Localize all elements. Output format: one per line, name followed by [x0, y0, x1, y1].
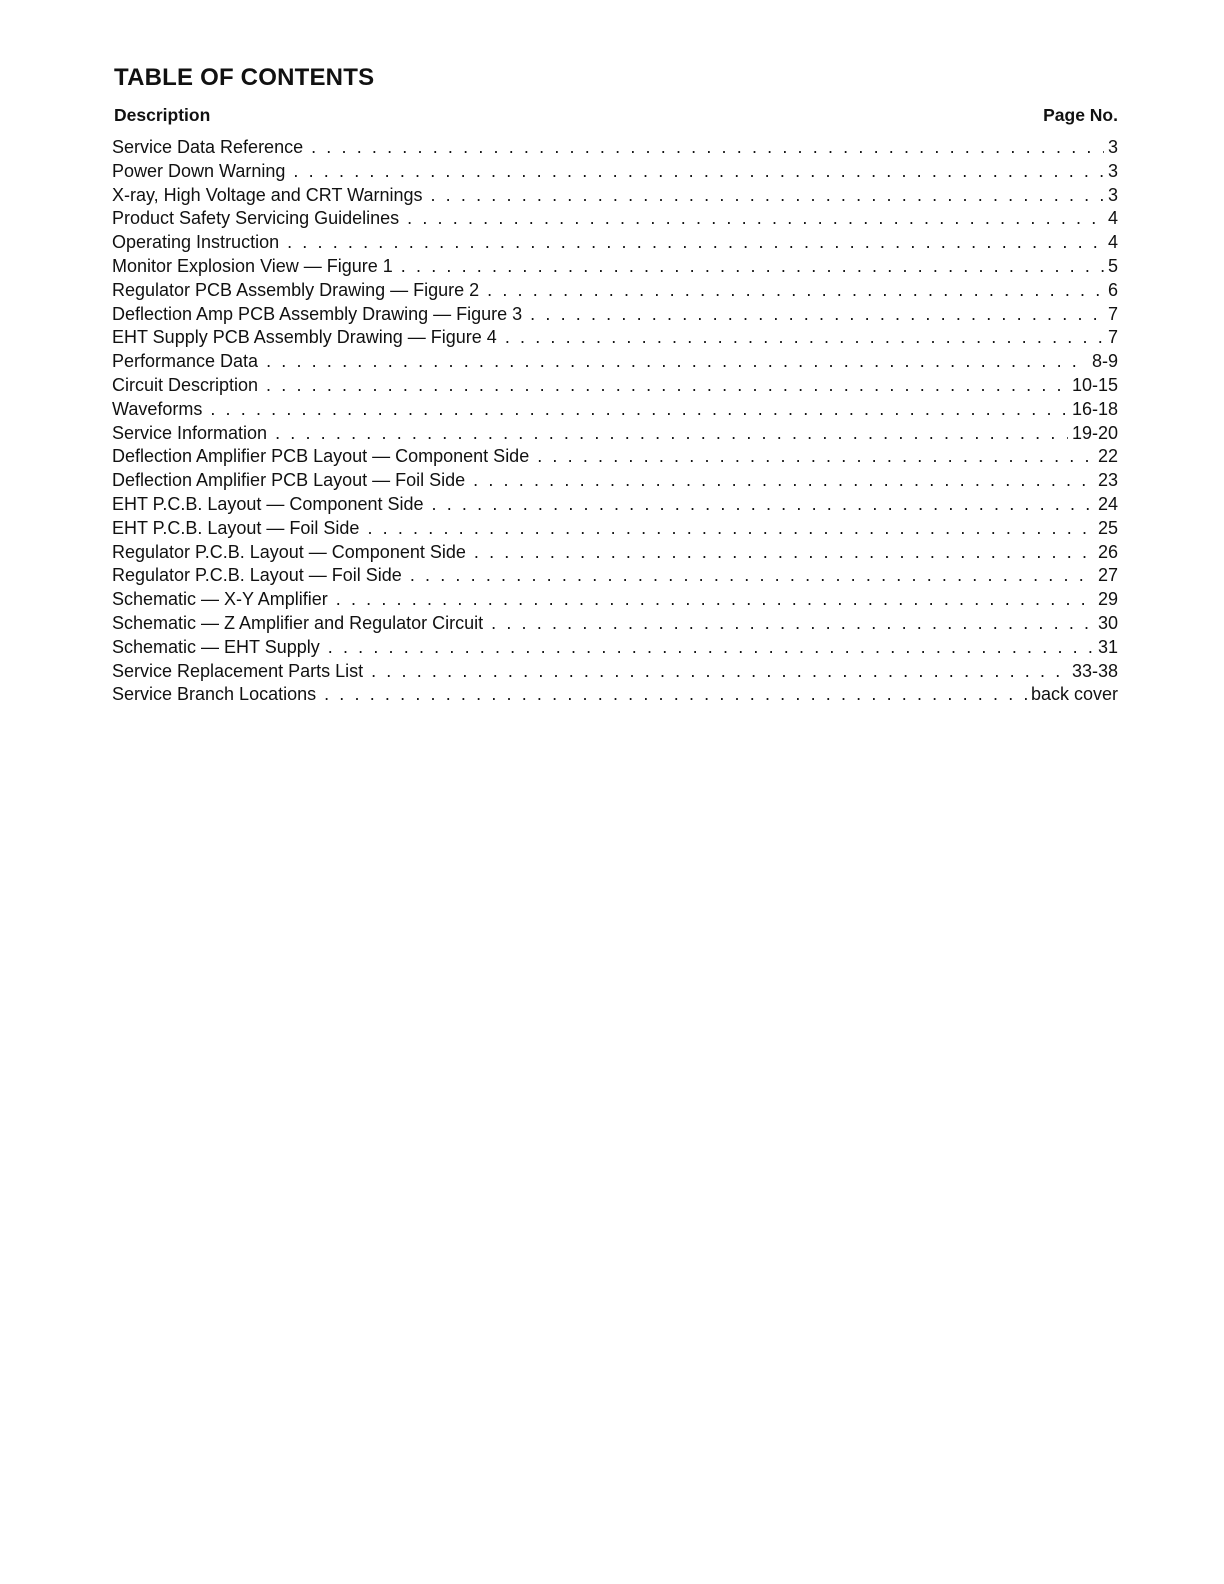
toc-entry[interactable] [112, 469, 1118, 493]
page-column-header: Page No. [1043, 105, 1118, 125]
toc-entry-page: 29 [1097, 589, 1118, 610]
toc-entry-description: EHT Supply PCB Assembly Drawing — Figure 4 [112, 327, 497, 348]
toc-entry[interactable] [112, 517, 1118, 541]
toc-entry-page: 4 [1107, 208, 1118, 229]
toc-entry-page: 25 [1097, 517, 1118, 538]
toc-entry[interactable] [112, 231, 1118, 255]
toc-entry-page: 7 [1107, 303, 1118, 324]
toc-entry-description: Service Data Reference [112, 137, 304, 157]
dot-leader [432, 493, 1094, 517]
toc-page [112, 62, 1118, 707]
toc-entry-description: Power Down Warning [112, 160, 286, 181]
toc-entry-description: Monitor Explosion View — Figure 1 [112, 255, 393, 276]
toc-entry[interactable] [112, 303, 1118, 327]
dot-leader [474, 541, 1094, 565]
dot-leader [505, 326, 1104, 350]
toc-entry-description: Operating Instruction [112, 232, 280, 253]
toc-entry-page: 30 [1097, 612, 1118, 633]
toc-entry[interactable] [112, 374, 1118, 398]
toc-entry-page: 31 [1097, 636, 1118, 657]
toc-entry[interactable] [112, 541, 1118, 565]
dot-leader [367, 517, 1094, 541]
toc-entry-description: Deflection Amp PCB Assembly Drawing — Figure 3 [112, 303, 523, 324]
toc-entry-description: Regulator P.C.B. Layout — Foil Side [112, 565, 402, 586]
toc-entry-page: 3 [1107, 137, 1118, 157]
dot-leader [293, 160, 1104, 184]
toc-entry[interactable] [112, 136, 1118, 160]
toc-entry-page: 7 [1107, 327, 1118, 348]
dot-leader [537, 445, 1094, 469]
toc-entry[interactable] [112, 564, 1118, 588]
toc-entry-description: Deflection Amplifier PCB Layout — Foil Side [112, 470, 466, 491]
toc-entry-description: EHT P.C.B. Layout — Foil Side [112, 517, 360, 538]
dot-leader [473, 469, 1094, 493]
toc-entry-page: 27 [1097, 565, 1118, 586]
page-title: TABLE OF CONTENTS [114, 64, 375, 91]
toc-entry[interactable] [112, 207, 1118, 231]
toc-entry-description: X-ray, High Voltage and CRT Warnings [112, 184, 423, 205]
dot-leader [530, 303, 1104, 327]
toc-entry-page: 4 [1107, 232, 1118, 253]
toc-entry[interactable] [112, 255, 1118, 279]
toc-entry[interactable] [112, 326, 1118, 350]
toc-entry-description: Regulator P.C.B. Layout — Component Side [112, 541, 466, 562]
dot-leader [371, 660, 1068, 684]
toc-entry[interactable] [112, 683, 1118, 707]
toc-entry-description: Product Safety Servicing Guidelines [112, 208, 400, 229]
toc-entry-page: 3 [1107, 184, 1118, 205]
toc-entry-page: 33-38 [1071, 660, 1118, 681]
toc-entry[interactable] [112, 660, 1118, 684]
toc-entry[interactable] [112, 445, 1118, 469]
dot-leader [311, 136, 1104, 160]
dot-leader [401, 255, 1104, 279]
toc-entry-description: Circuit Description [112, 374, 259, 395]
dot-leader [266, 350, 1088, 374]
dot-leader [336, 588, 1094, 612]
dot-leader [287, 231, 1104, 255]
toc-entry[interactable] [112, 160, 1118, 184]
dot-leader [210, 398, 1068, 422]
toc-entry[interactable] [112, 398, 1118, 422]
toc-list [112, 136, 1118, 707]
toc-entry-description: EHT P.C.B. Layout — Component Side [112, 493, 424, 514]
dot-leader [407, 207, 1104, 231]
toc-entry[interactable] [112, 493, 1118, 517]
toc-entry-page: 22 [1097, 446, 1118, 467]
dot-leader [487, 279, 1104, 303]
toc-entry-page: 16-18 [1071, 398, 1118, 419]
toc-entry-page: 6 [1107, 279, 1118, 300]
dot-leader [491, 612, 1094, 636]
description-column-header: Description [114, 105, 211, 125]
toc-entry-description: Schematic — X-Y Amplifier [112, 589, 328, 610]
toc-entry-page: 19-20 [1071, 422, 1118, 443]
toc-entry-page: 26 [1097, 541, 1118, 562]
dot-leader [324, 683, 1027, 707]
toc-entry-description: Service Branch Locations [112, 684, 317, 705]
toc-entry-page: 5 [1107, 255, 1118, 276]
dot-leader [275, 422, 1068, 446]
toc-entry[interactable] [112, 350, 1118, 374]
toc-entry[interactable] [112, 612, 1118, 636]
toc-entry-page: 24 [1097, 493, 1118, 514]
toc-entry-page: 8-9 [1091, 351, 1118, 372]
dot-leader [430, 184, 1104, 208]
toc-entry-description: Performance Data [112, 351, 259, 372]
toc-entry[interactable] [112, 588, 1118, 612]
toc-entry-description: Waveforms [112, 398, 203, 419]
toc-entry-page: back cover [1030, 684, 1118, 705]
toc-entry-description: Service Information [112, 422, 268, 443]
toc-header [114, 104, 1118, 126]
toc-entry[interactable] [112, 279, 1118, 303]
toc-entry-page: 10-15 [1071, 374, 1118, 395]
toc-entry[interactable] [112, 636, 1118, 660]
dot-leader [328, 636, 1094, 660]
toc-entry-description: Schematic — Z Amplifier and Regulator Circuit [112, 612, 484, 633]
toc-entry-description: Regulator PCB Assembly Drawing — Figure 2 [112, 279, 480, 300]
dot-leader [266, 374, 1068, 398]
toc-entry-description: Schematic — EHT Supply [112, 636, 320, 657]
toc-entry-description: Deflection Amplifier PCB Layout — Component Side [112, 446, 530, 467]
dot-leader [410, 564, 1094, 588]
toc-entry[interactable] [112, 184, 1118, 208]
toc-entry-page: 3 [1107, 160, 1118, 181]
toc-entry[interactable] [112, 422, 1118, 446]
toc-entry-description: Service Replacement Parts List [112, 660, 364, 681]
toc-entry-page: 23 [1097, 470, 1118, 491]
